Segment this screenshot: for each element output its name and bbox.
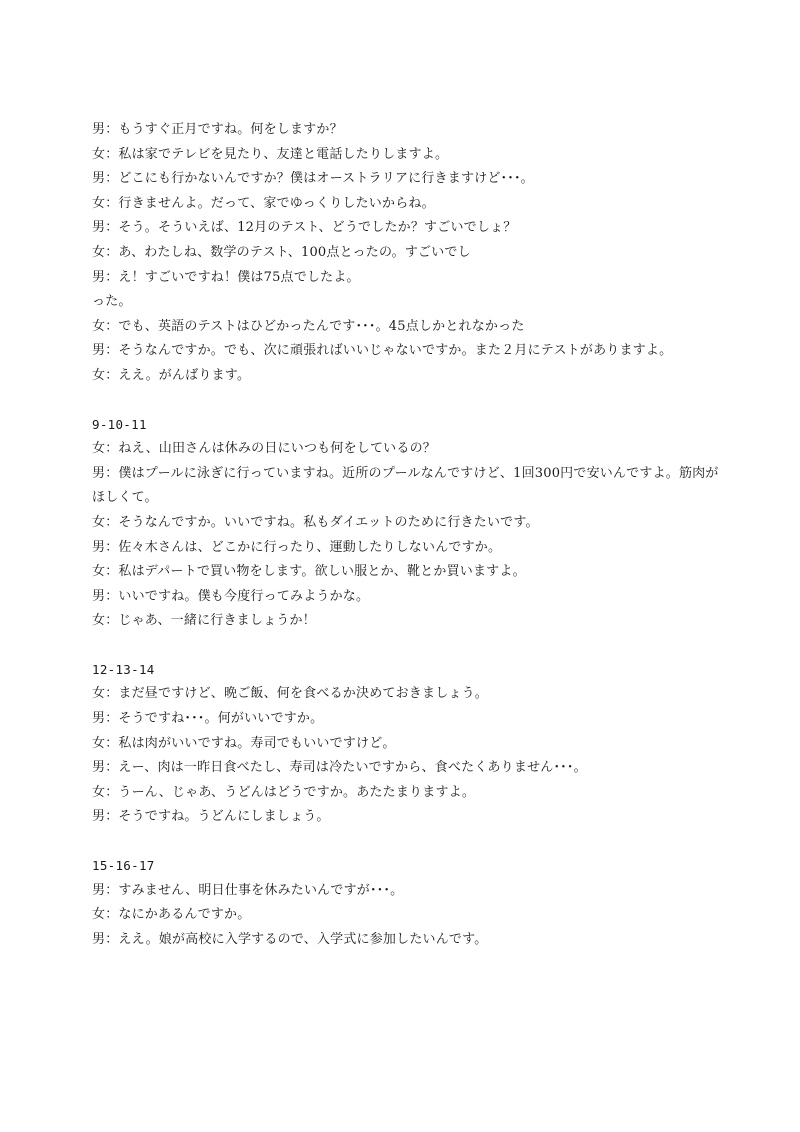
dialogue-line: 男：佐々木さんは、どこかに行ったり、運動したりしないんですか。 (92, 539, 502, 555)
dialogue-line: 女：ねえ、山田さんは休みの日にいつも何をしているの？ (92, 441, 436, 457)
dialogue-line: 男：そうですね･･･。何がいいですか。 (92, 711, 324, 727)
dialogue-line: った。 (92, 294, 132, 310)
dialogue-line: 女：まだ昼ですけど、晩ご飯、何を食べるか決めておきましょう。 (92, 686, 489, 702)
dialogue-line: 男：どこにも行かないんですか？僕はオーストラリアに行きますけど･･･。 (92, 171, 534, 187)
dialogue-line: 男：すみません、明日仕事を休みたいんですが･･･。 (92, 882, 404, 898)
dialogue-line: 男：そう。そういえば、12月のテスト、どうでしたか？すごいでしょ？ (92, 220, 517, 236)
dialogue-line: 男：そうなんですか。でも、次に頑張ればいいじゃないですか。また２月にテストがありますよ。 (92, 343, 673, 359)
dialogue-line: 女：でも、英語のテストはひどかったんです･･･。45点しかとれなかった (92, 318, 525, 334)
dialogue-section-1 (92, 118, 722, 389)
dialogue-line: 女：そうなんですか。いいですね。私もダイエットのために行きたいです。 (92, 514, 539, 530)
dialogue-line: 男：ええ。娘が高校に入学するので、入学式に参加したいんです。 (92, 931, 488, 947)
dialogue-line: 男：いいですね。僕も今度行ってみようかな。 (92, 588, 370, 604)
section-heading: 9-10-11 (92, 416, 147, 432)
dialogue-line: 女：私は肉がいいですね。寿司でもいいですけど。 (92, 735, 396, 751)
dialogue-line: 男：えー、肉は一昨日食べたし、寿司は冷たいですから、食べたくありません･･･。 (92, 760, 587, 776)
dialogue-section-12-13-14 (92, 658, 722, 830)
dialogue-line: 女：なにかあるんですか。 (92, 907, 251, 923)
section-heading: 12-13-14 (92, 661, 155, 677)
dialogue-line: 男：え！すごいですね！僕は75点でしたよ。 (92, 269, 360, 285)
dialogue-line: 女：ええ。がんばります。 (92, 367, 251, 383)
dialogue-line: 女：うーん、じゃあ、うどんはどうですか。あたたまりますよ。 (92, 784, 476, 800)
dialogue-line: 男：僕はプールに泳ぎに行っていますね。近所のプールなんですけど、1回300円で安いんですよ。筋肉がほしくて。 (92, 465, 719, 506)
dialogue-line: 男：もうすぐ正月ですね。何をしますか？ (92, 122, 343, 137)
dialogue-line: 男：そうですね。うどんにしましょう。 (92, 809, 330, 825)
dialogue-line: 女：私はデパートで買い物をします。欲しい服とか、靴とか買いますよ。 (92, 564, 526, 580)
section-heading: 15-16-17 (92, 858, 155, 874)
dialogue-section-15-16-17 (92, 854, 722, 952)
dialogue-section-9-10-11 (92, 413, 722, 634)
dialogue-line: 女：あ、わたしね、数学のテスト、100点とったの。すごいでし (92, 244, 471, 260)
dialogue-line: 女：じゃあ、一緒に行きましょうか！ (92, 613, 316, 629)
dialogue-line: 女：行きませんよ。だって、家でゆっくりしたいからね。 (92, 195, 435, 211)
dialogue-line: 女：私は家でテレビを見たり、友達と電話したりしますよ。 (92, 146, 449, 162)
transcript-document (92, 118, 722, 952)
